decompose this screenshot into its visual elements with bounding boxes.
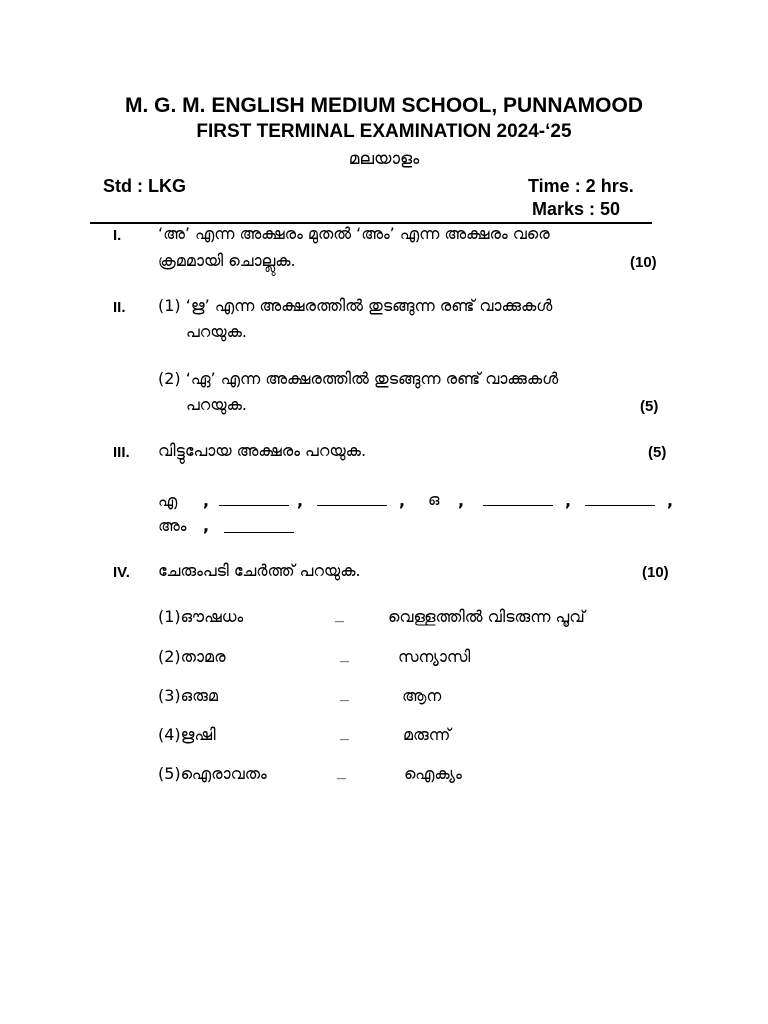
comma: ,	[297, 491, 304, 510]
match-right-5: ഐക്യം	[404, 764, 462, 783]
question-3-text: വിട്ടുപോയ അക്ഷരം പറയുക.	[158, 441, 367, 460]
exam-title: FIRST TERMINAL EXAMINATION 2024-‘25	[196, 121, 572, 142]
question-2a-line1: (1) ‘ഋ’ എന്ന അക്ഷരത്തിൽ തുടങ്ങുന്ന രണ്ട് വാക്കുകൾ	[158, 296, 553, 315]
blank-1	[219, 491, 289, 506]
match-right-2: സന്യാസി	[398, 647, 471, 666]
match-dash-2: _	[340, 647, 349, 664]
question-2b-line2: പറയുക.	[186, 395, 247, 414]
std-label: Std : LKG	[103, 176, 186, 196]
letter-am: അം	[158, 516, 187, 535]
question-number-1: I.	[113, 227, 122, 244]
match-right-4: മരുന്ന്	[403, 725, 451, 744]
question-number-3: III.	[113, 444, 130, 461]
blank-3	[483, 491, 553, 506]
comma: ,	[565, 491, 572, 510]
letter-o: ഒ	[428, 490, 440, 509]
marks-total: Marks : 50	[532, 199, 621, 219]
time-label: Time : 2 hrs.	[528, 176, 634, 196]
match-dash-1: _	[335, 607, 344, 624]
blank-4	[585, 491, 655, 506]
question-2a-line2: പറയുക.	[186, 322, 247, 341]
question-3-marks: (5)	[648, 444, 667, 461]
comma: ,	[667, 491, 674, 510]
question-2-marks: (5)	[640, 398, 659, 415]
question-2b-line1: (2) ‘ഏ’ എന്ന അക്ഷരത്തിൽ തുടങ്ങുന്ന രണ്ട് വാക്കുകൾ	[158, 369, 559, 388]
comma: ,	[399, 491, 406, 510]
comma: ,	[203, 491, 210, 510]
question-1-line2: ക്രമമായി ചൊല്ലുക.	[158, 251, 296, 270]
blank-5	[224, 518, 294, 533]
question-number-2: II.	[113, 299, 126, 316]
question-1-marks: (10)	[630, 254, 657, 271]
question-number-4: IV.	[113, 564, 130, 581]
blank-2	[317, 491, 387, 506]
match-right-3: ആന	[402, 686, 442, 705]
match-dash-4: _	[340, 725, 349, 742]
comma: ,	[203, 516, 210, 535]
match-dash-5: _	[337, 764, 346, 781]
match-dash-3: _	[340, 686, 349, 703]
question-4-text: ചേരുംപടി ചേർത്ത് പറയുക.	[158, 561, 361, 580]
school-name: M. G. M. ENGLISH MEDIUM SCHOOL, PUNNAMOOD	[125, 94, 643, 117]
match-left-3: (3)ഒരുമ	[158, 686, 218, 705]
subject-title: മലയാളം	[348, 149, 420, 169]
question-4-marks: (10)	[642, 564, 669, 581]
match-right-1: വെള്ളത്തിൽ വിടരുന്ന പൂവ്	[388, 607, 585, 626]
match-left-1: (1)ഔഷധം	[158, 607, 244, 626]
match-left-4: (4)ഋഷി	[158, 725, 216, 744]
comma: ,	[458, 491, 465, 510]
question-1-line1: ‘അ’ എന്ന അക്ഷരം മുതൽ ‘അം’ എന്ന അക്ഷരം വരെ	[158, 224, 550, 243]
match-left-5: (5)ഐരാവതം	[158, 764, 267, 783]
match-left-2: (2)താമര	[158, 647, 226, 666]
letter-e: എ	[158, 491, 178, 510]
